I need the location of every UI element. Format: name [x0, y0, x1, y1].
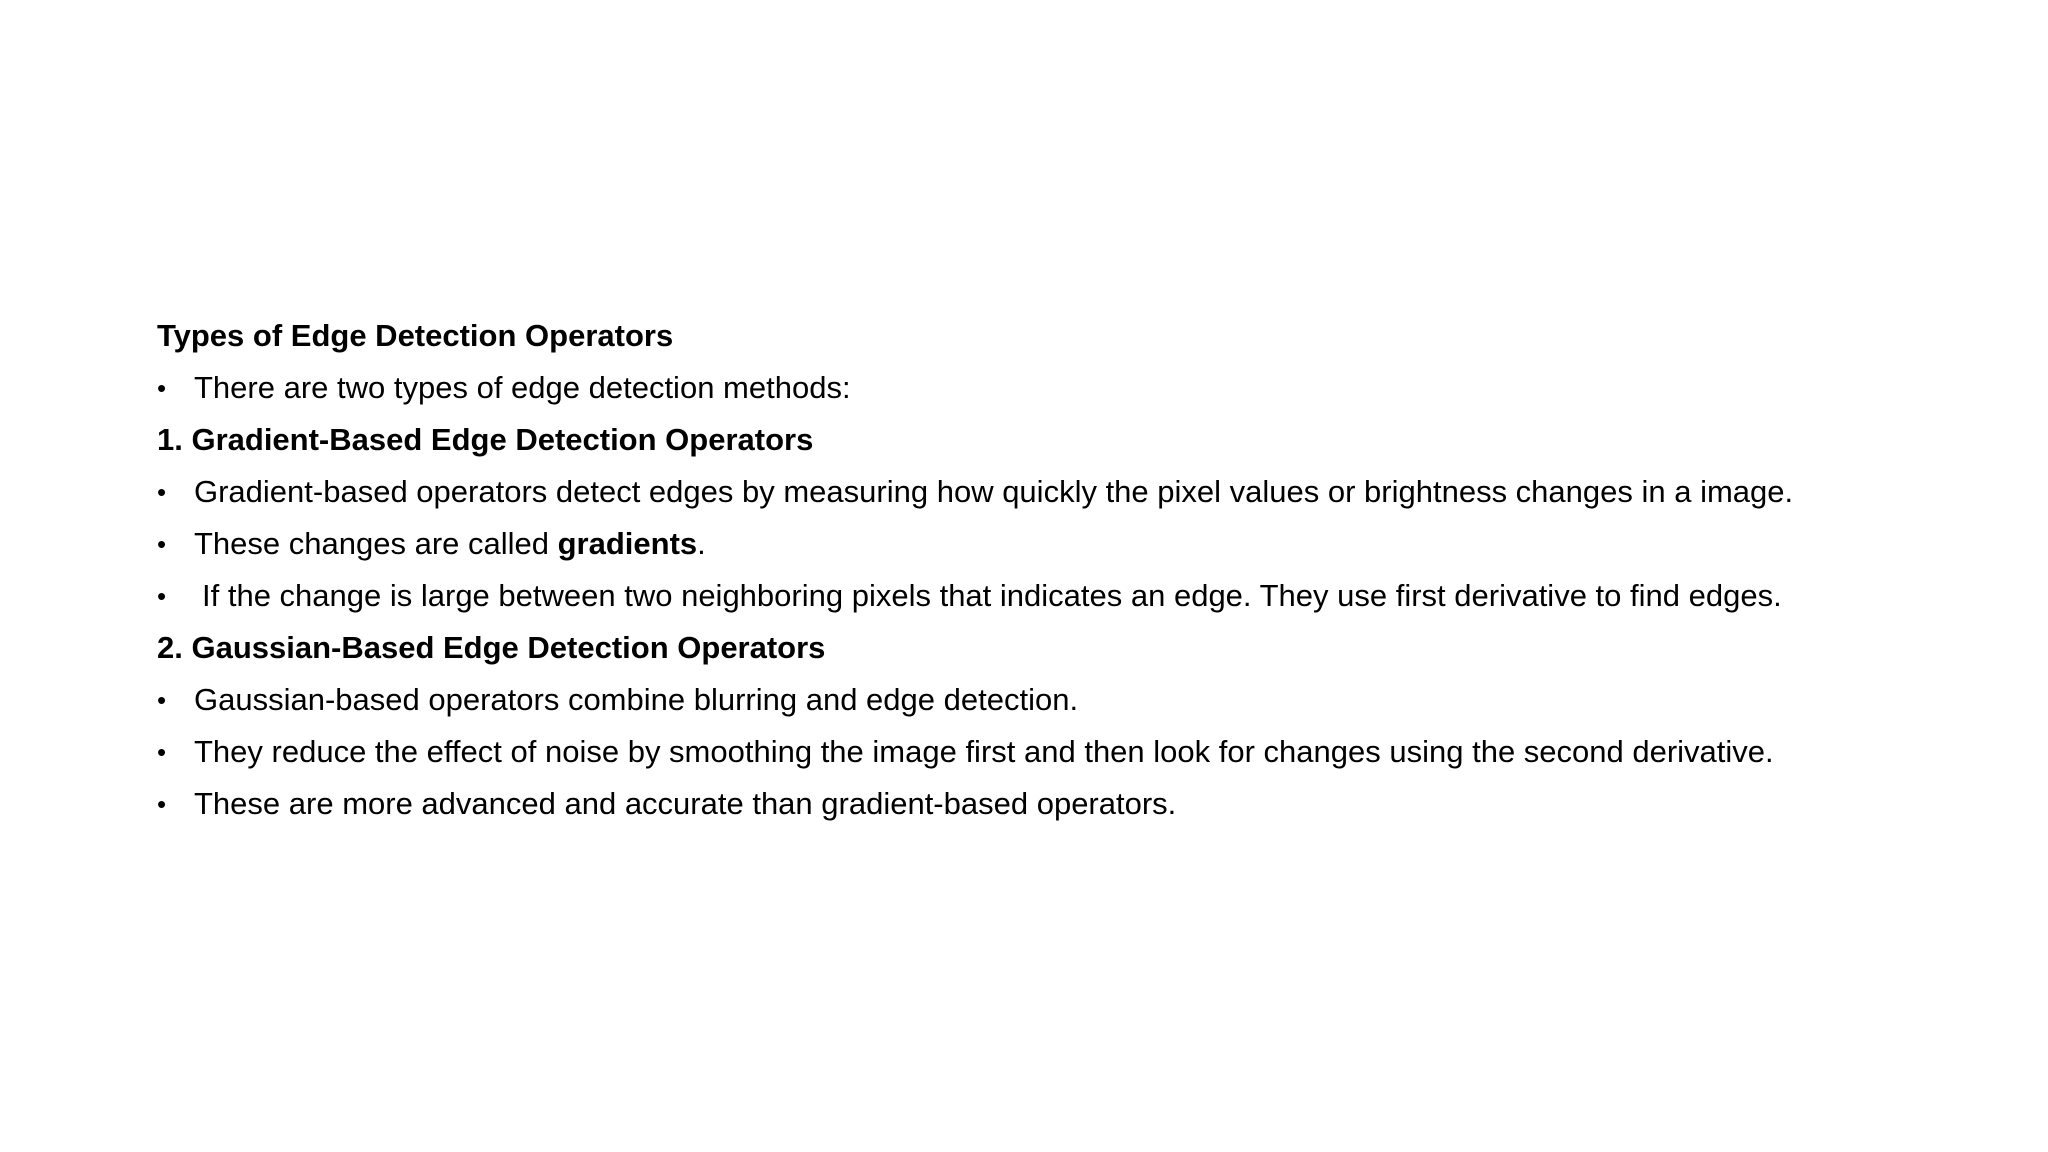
bullet-item [157, 570, 2017, 622]
section2-heading: 2. Gaussian-Based Edge Detection Operators [157, 630, 826, 665]
bullet-marker: • [157, 373, 167, 403]
bullet-marker: • [157, 477, 167, 507]
gradients-term: gradients [557, 526, 698, 561]
section1-heading: 1. Gradient-Based Edge Detection Operators [157, 422, 814, 457]
bullet-marker: • [157, 737, 167, 767]
bullet-marker: • [157, 685, 167, 715]
bullet-marker: • [157, 529, 167, 559]
intro-bullet-text: There are two types of edge detection methods: [194, 370, 851, 405]
bullet-item [157, 466, 2017, 518]
bullet-marker: • [157, 789, 167, 819]
bullet-item [157, 362, 2017, 414]
bullet-marker: • [157, 581, 167, 611]
bullet-item [157, 518, 2017, 570]
section2-bullet1-text: Gaussian-based operators combine blurring and edge detection. [194, 682, 1079, 717]
slide-title: Types of Edge Detection Operators [157, 318, 674, 353]
section1-bullet1-text: Gradient-based operators detect edges by measuring how quickly the pixel values or brightness changes in a image. [194, 474, 1794, 509]
bullet-item [157, 778, 2017, 830]
section1-bullet3-text: If the change is large between two neighboring pixels that indicates an edge. They use first derivative to find edges. [202, 578, 1782, 613]
slide-content [157, 310, 2017, 830]
section2-bullet2-text: They reduce the effect of noise by smoothing the image first and then look for changes using the second derivative. [194, 734, 1774, 769]
section2-bullet3-text: These are more advanced and accurate than gradient-based operators. [194, 786, 1177, 821]
bullet-item [157, 674, 2017, 726]
section1-bullet2-prefix: These changes are called [194, 526, 558, 561]
section1-bullet2-suffix: . [697, 526, 706, 561]
bullet-item [157, 726, 2017, 778]
